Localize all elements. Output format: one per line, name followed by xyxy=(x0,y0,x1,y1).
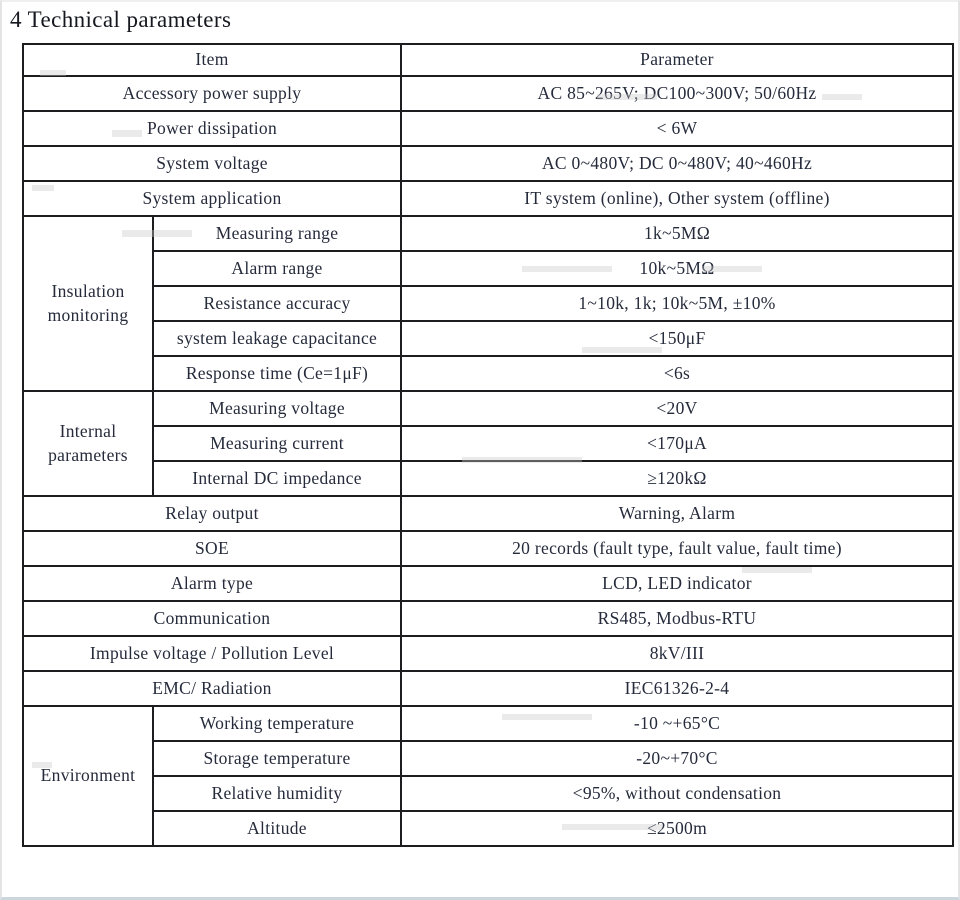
column-header-parameter: Parameter xyxy=(401,44,953,76)
group-cell-environment: Environment xyxy=(23,706,153,846)
parameter-cell: RS485, Modbus-RTU xyxy=(401,601,953,636)
table-row xyxy=(23,741,953,776)
sub-item-cell: Altitude xyxy=(153,811,401,846)
sub-item-cell: Response time (Ce=1μF) xyxy=(153,356,401,391)
table-row xyxy=(23,391,953,426)
item-cell: EMC/ Radiation xyxy=(23,671,401,706)
table-row xyxy=(23,181,953,216)
parameter-cell: -10 ~+65°C xyxy=(401,706,953,741)
column-header-item: Item xyxy=(23,44,401,76)
item-cell: Relay output xyxy=(23,496,401,531)
parameter-cell: Warning, Alarm xyxy=(401,496,953,531)
parameter-cell: <6s xyxy=(401,356,953,391)
table-row xyxy=(23,496,953,531)
parameter-cell: <150μF xyxy=(401,321,953,356)
item-cell: Impulse voltage / Pollution Level xyxy=(23,636,401,671)
item-cell: Alarm type xyxy=(23,566,401,601)
technical-parameters-table xyxy=(22,43,954,847)
table-row xyxy=(23,706,953,741)
parameter-cell: 20 records (fault type, fault value, fault time) xyxy=(401,531,953,566)
table-row xyxy=(23,636,953,671)
table-row xyxy=(23,426,953,461)
sub-item-cell: Measuring range xyxy=(153,216,401,251)
table-row xyxy=(23,811,953,846)
sub-item-cell: Resistance accuracy xyxy=(153,286,401,321)
parameter-cell: AC 85~265V; DC100~300V; 50/60Hz xyxy=(401,76,953,111)
sub-item-cell: Internal DC impedance xyxy=(153,461,401,496)
sub-item-cell: system leakage capacitance xyxy=(153,321,401,356)
table-row xyxy=(23,601,953,636)
parameter-cell: AC 0~480V; DC 0~480V; 40~460Hz xyxy=(401,146,953,181)
parameter-cell: ≥120kΩ xyxy=(401,461,953,496)
table-row xyxy=(23,671,953,706)
table-row xyxy=(23,216,953,251)
sub-item-cell: Measuring voltage xyxy=(153,391,401,426)
item-cell: Power dissipation xyxy=(23,111,401,146)
parameter-cell: 1k~5MΩ xyxy=(401,216,953,251)
table-row xyxy=(23,146,953,181)
parameter-cell: 1~10k, 1k; 10k~5M, ±10% xyxy=(401,286,953,321)
parameter-cell: -20~+70°C xyxy=(401,741,953,776)
sub-item-cell: Relative humidity xyxy=(153,776,401,811)
table-row xyxy=(23,111,953,146)
section-title: 4 Technical parameters xyxy=(10,7,232,32)
parameter-cell: <20V xyxy=(401,391,953,426)
table-row xyxy=(23,356,953,391)
table-row xyxy=(23,461,953,496)
sub-item-cell: Storage temperature xyxy=(153,741,401,776)
table-row xyxy=(23,251,953,286)
item-cell: Communication xyxy=(23,601,401,636)
group-cell-insulation-monitoring: Insulation monitoring xyxy=(23,216,153,391)
table-row xyxy=(23,76,953,111)
parameter-cell: <170μA xyxy=(401,426,953,461)
item-cell: System application xyxy=(23,181,401,216)
parameter-cell: 8kV/III xyxy=(401,636,953,671)
item-cell: Accessory power supply xyxy=(23,76,401,111)
table-row xyxy=(23,531,953,566)
table-header-row xyxy=(23,44,953,76)
table-row xyxy=(23,776,953,811)
sub-item-cell: Measuring current xyxy=(153,426,401,461)
parameter-cell: < 6W xyxy=(401,111,953,146)
parameter-cell: ≤2500m xyxy=(401,811,953,846)
parameter-cell: IEC61326-2-4 xyxy=(401,671,953,706)
parameter-cell: LCD, LED indicator xyxy=(401,566,953,601)
table-row xyxy=(23,286,953,321)
parameter-cell: <95%, without condensation xyxy=(401,776,953,811)
sub-item-cell: Alarm range xyxy=(153,251,401,286)
group-cell-internal-parameters: Internal parameters xyxy=(23,391,153,496)
table-row xyxy=(23,321,953,356)
table-row xyxy=(23,566,953,601)
item-cell: SOE xyxy=(23,531,401,566)
sub-item-cell: Working temperature xyxy=(153,706,401,741)
parameter-cell: 10k~5MΩ xyxy=(401,251,953,286)
item-cell: System voltage xyxy=(23,146,401,181)
parameter-cell: IT system (online), Other system (offline) xyxy=(401,181,953,216)
